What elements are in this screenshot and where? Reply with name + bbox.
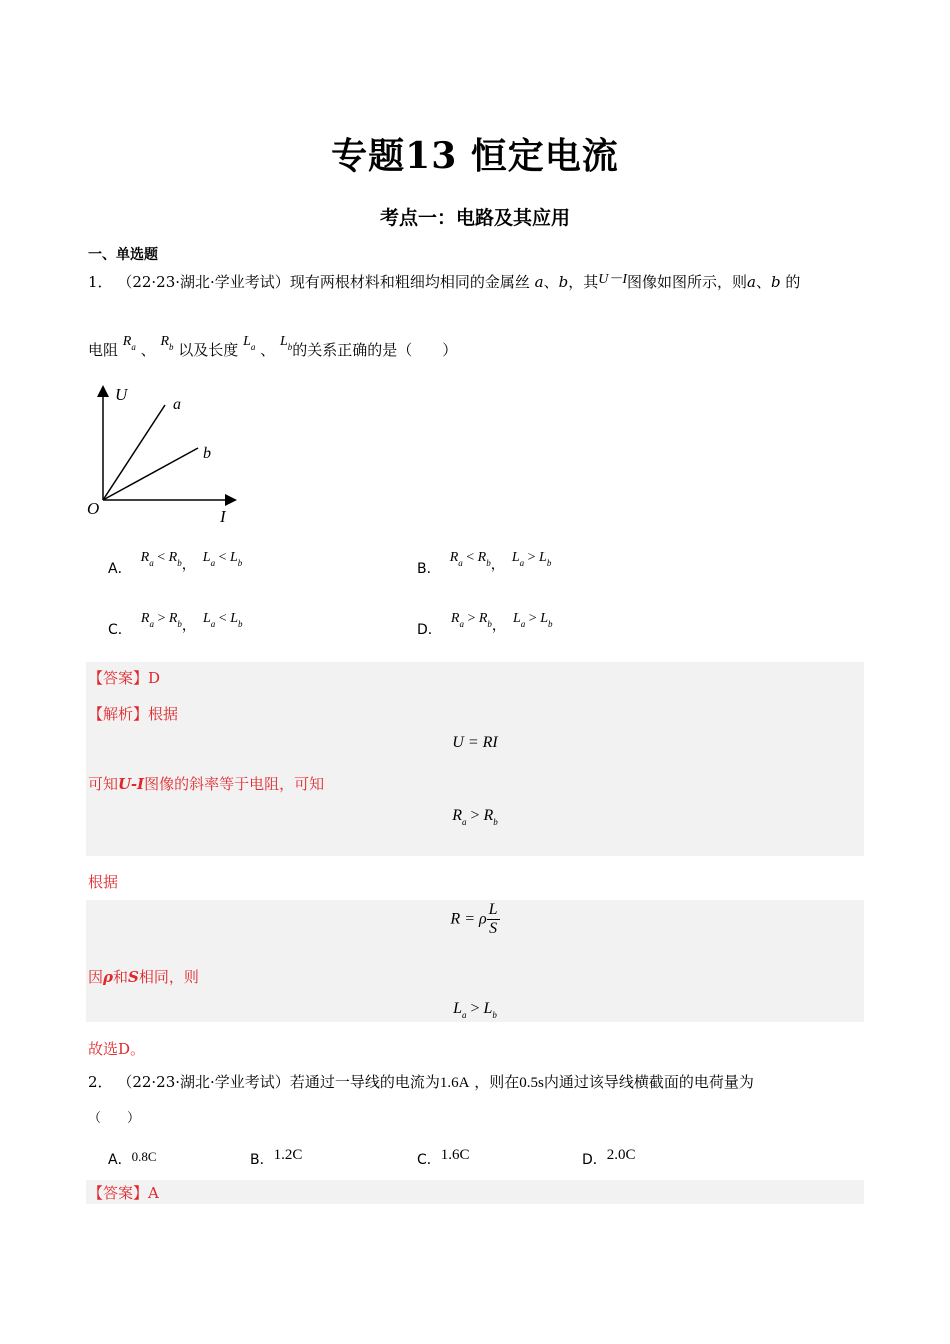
- q1-text: ，其: [568, 273, 599, 291]
- q2-text: 若通过一导线的电流为: [289, 1073, 440, 1091]
- option-value: 1.6C: [440, 1147, 470, 1163]
- option-label: C．: [417, 1152, 441, 1168]
- line-a-label: a: [173, 396, 181, 413]
- q1-option-d[interactable]: D． $R_a > R_b$， $L_a > L_b$: [417, 611, 553, 638]
- q1-text: 电阻: [88, 341, 119, 359]
- formula-ra-gt-rb: $R_a > R_b$: [452, 807, 498, 827]
- line-b-label: b: [203, 445, 211, 462]
- q2-option-d[interactable]: [582, 1144, 636, 1168]
- q1-option-b[interactable]: B． $R_a < R_b$， $L_a > L_b$: [417, 550, 552, 577]
- q2-option-c[interactable]: [417, 1144, 470, 1168]
- q1-analysis: 【解析】根据: [88, 705, 179, 723]
- formula-la-gt-lb: $L_a > L_b$: [453, 1000, 497, 1020]
- formula-resistivity: R = ρ $\frac{L}{S}$: [450, 901, 498, 937]
- q1-line1: [88, 269, 800, 293]
- L-a: $L_a$: [243, 334, 256, 352]
- q2-source: （22·23·湖北·学业考试）: [117, 1073, 290, 1091]
- q1-sep: 、: [543, 273, 559, 291]
- q1-text1: 可知U-I图像的斜率等于电阻，可知: [88, 775, 325, 793]
- q1-conclusion: 故选D。: [88, 1040, 146, 1058]
- q1-var-b: b: [770, 273, 781, 291]
- q1-text: 的关系正确的是（ ）: [292, 341, 458, 359]
- q2-time: 0.5s: [519, 1075, 544, 1091]
- ui-graph: [84, 382, 244, 527]
- u-label: U: [115, 385, 128, 404]
- R-a: $R_a$: [122, 334, 136, 352]
- section-subtitle: 考点一：电路及其应用: [379, 207, 570, 229]
- formula-u-ri: U = RI: [452, 734, 498, 751]
- q1-text2: 根据: [88, 873, 119, 891]
- q1-var-a: a: [534, 273, 544, 291]
- q2-answer: 【答案】A: [88, 1184, 159, 1202]
- option-label: B．: [417, 561, 441, 577]
- q1-text: 图像如图所示，则: [626, 273, 747, 291]
- q2-line1: [88, 1071, 754, 1094]
- line-a: [103, 405, 165, 500]
- q1-sep: 、: [140, 341, 156, 359]
- line-b: [103, 448, 198, 500]
- q2-option-b[interactable]: [250, 1144, 303, 1168]
- q1-text: 现有两根材料和粗细均相同的金属丝: [289, 273, 530, 291]
- option-value: 2.0C: [606, 1147, 636, 1163]
- option-label: A．: [108, 1152, 132, 1168]
- option-label: A．: [108, 561, 132, 577]
- q1-var-a: a: [747, 273, 756, 291]
- q1-line2: [88, 331, 457, 361]
- q1-option-c[interactable]: C． $R_a > R_b$， $L_a < L_b$: [108, 611, 243, 638]
- option-value: 1.2C: [273, 1147, 303, 1163]
- q1-text: 以及长度: [178, 341, 239, 359]
- q1-answer: 【答案】D: [88, 669, 161, 687]
- option-label: D．: [582, 1152, 607, 1168]
- R-b: $R_b$: [160, 334, 174, 352]
- q2-text: ，则在: [474, 1073, 520, 1091]
- q2-number: 2．: [88, 1073, 113, 1091]
- q2-option-a[interactable]: [108, 1146, 157, 1166]
- section-heading: 一、单选题: [88, 247, 158, 263]
- q1-option-a[interactable]: A． $R_a < R_b$， $L_a < L_b$: [108, 550, 243, 577]
- q2-current: 1.6A: [439, 1075, 470, 1091]
- q1-sep: 、: [755, 273, 771, 291]
- q1-ui-label: U－I: [598, 272, 627, 287]
- L-b: $L_b$: [279, 334, 293, 352]
- answer-panel-3: [86, 1180, 864, 1204]
- option-label: D．: [417, 622, 442, 638]
- q2-text: 内通过该导线横截面的电荷量为: [543, 1073, 754, 1091]
- option-label: C．: [108, 622, 132, 638]
- page-title: 专题13 恒定电流: [331, 135, 619, 177]
- origin-label: O: [87, 499, 100, 518]
- q1-number: 1．: [88, 273, 113, 291]
- option-label: B．: [250, 1152, 274, 1168]
- q1-text: 的: [785, 273, 801, 291]
- option-value: 0.8C: [131, 1149, 157, 1164]
- q1-text3: 因ρ和S相同，则: [88, 968, 199, 986]
- i-label: I: [220, 507, 226, 526]
- q1-sep: 、: [260, 341, 276, 359]
- q1-var-b: b: [558, 273, 569, 291]
- q2-paren: （ ）: [88, 1111, 141, 1126]
- q1-source: （22·23·湖北·学业考试）: [117, 273, 290, 291]
